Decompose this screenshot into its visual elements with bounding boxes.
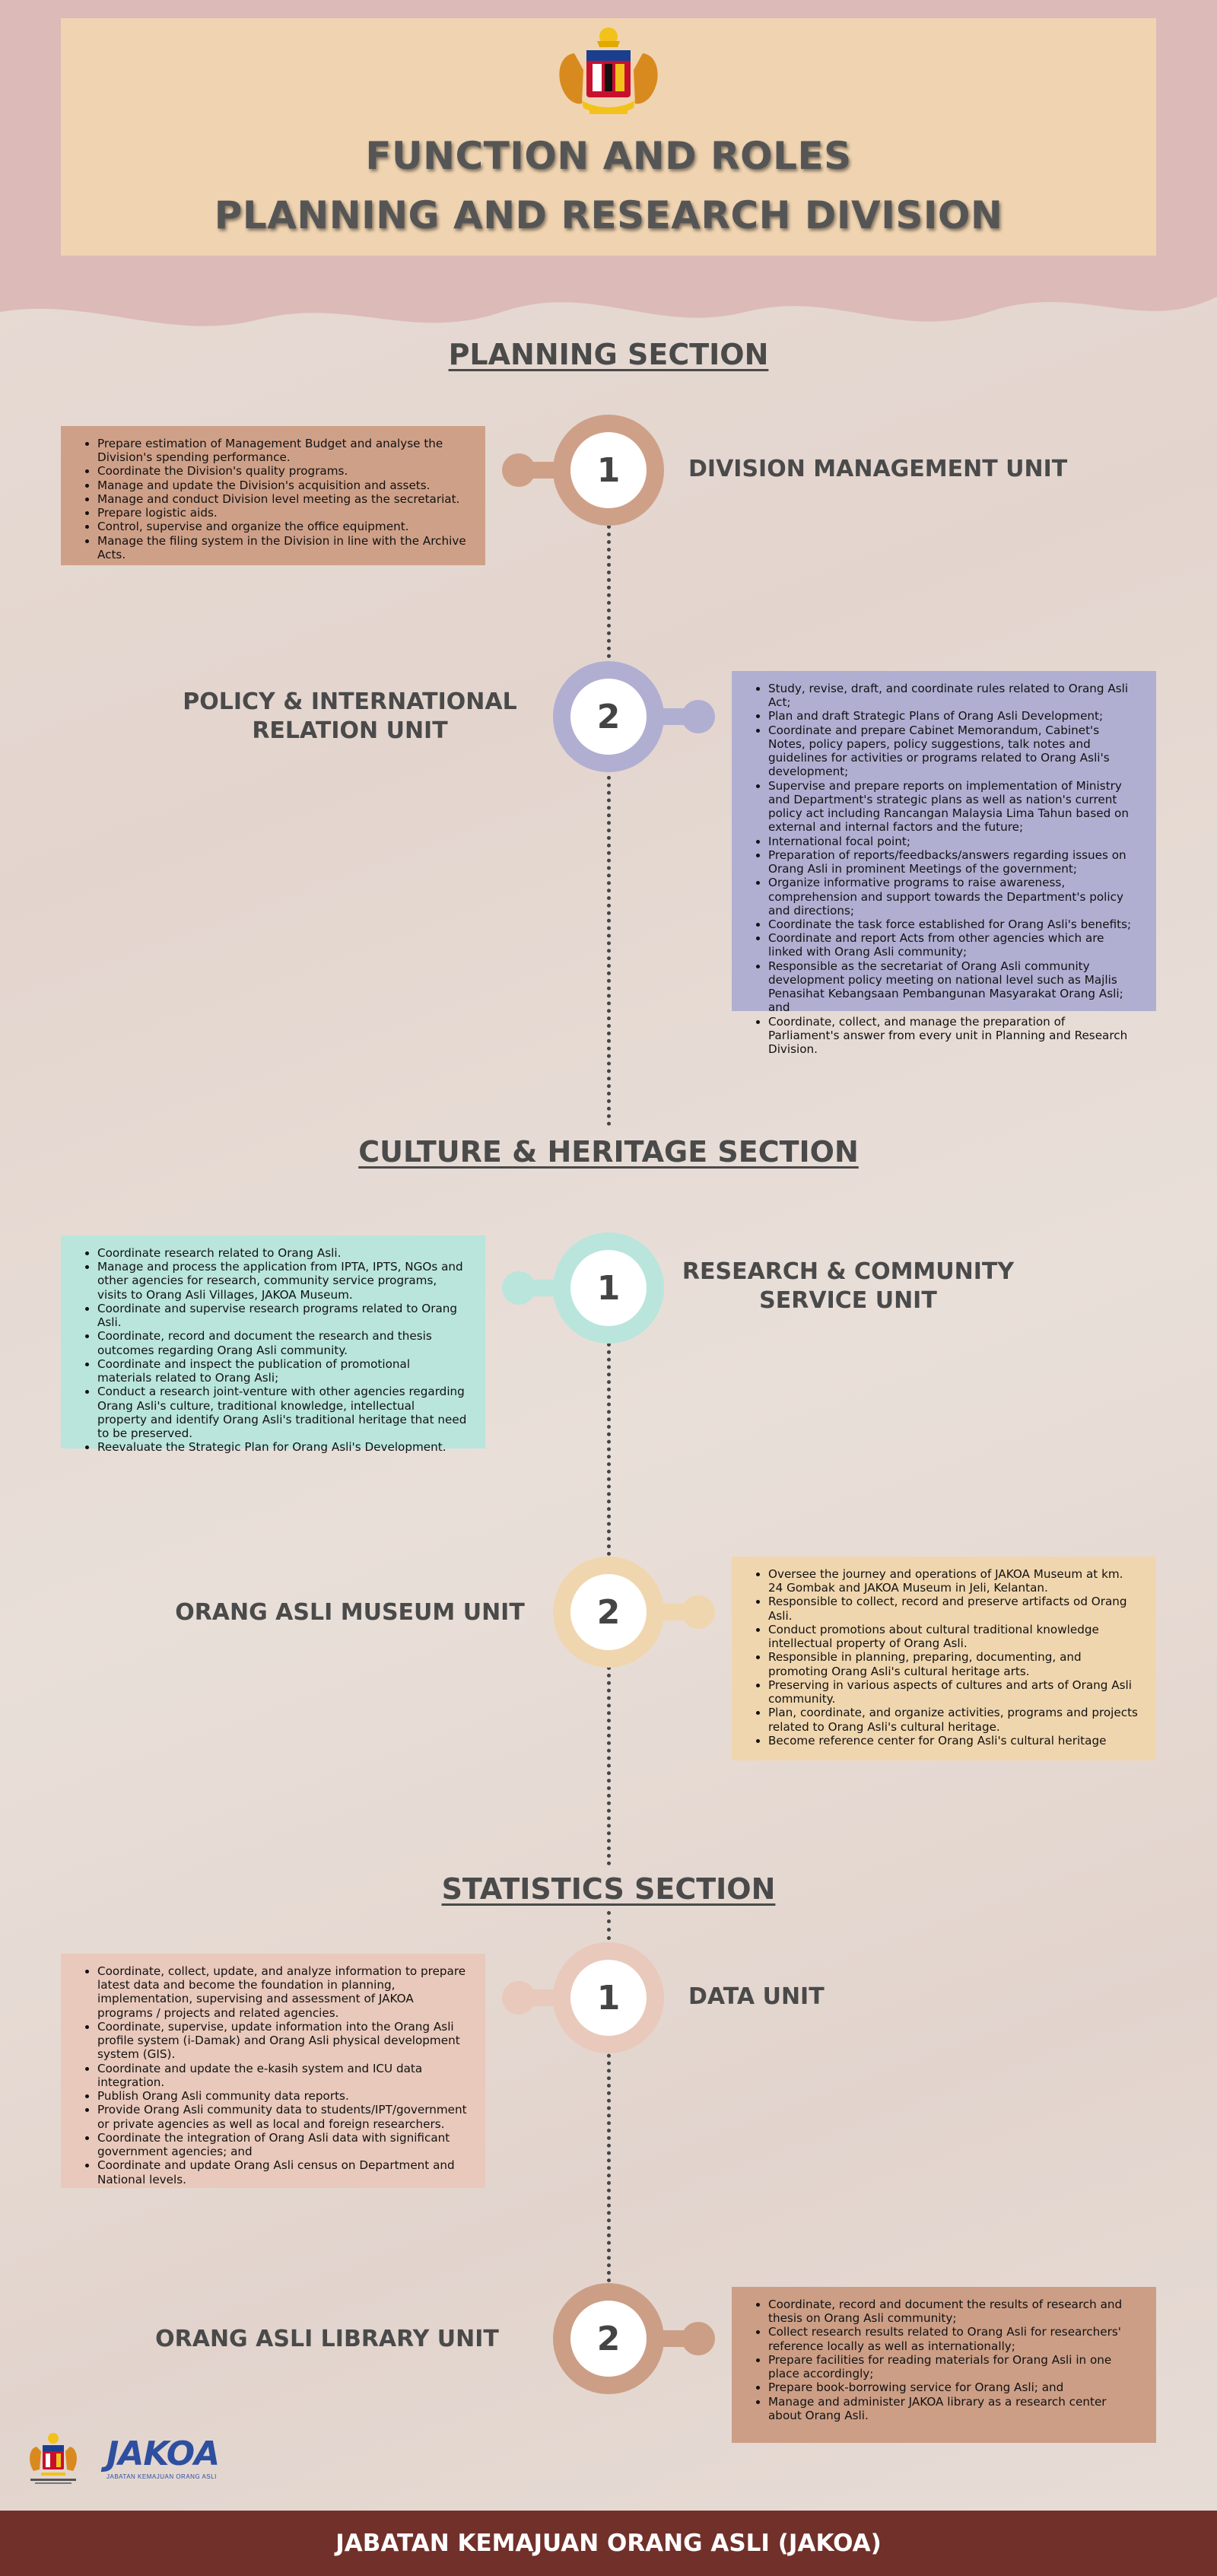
node-division-management <box>553 415 664 526</box>
node-policy-international <box>553 661 664 772</box>
list-item: • Preserving in various aspects of cultures and arts of Orang Asli community. <box>768 1678 1138 1706</box>
ministry-logo-icon <box>23 2431 84 2486</box>
list-item: • Reevaluate the Strategic Plan for Orang Asli's Development. <box>97 1440 467 1454</box>
unit-title-data: DATA UNIT <box>688 1983 825 2010</box>
unit-box-policy-international <box>732 671 1156 1057</box>
timeline-spine <box>607 525 611 666</box>
timeline-spine <box>607 1343 611 1563</box>
node-research-community <box>553 1232 664 1344</box>
footer-text: JABATAN KEMAJUAN ORANG ASLI (JAKOA) <box>335 2530 882 2557</box>
jakoa-logo <box>106 2434 236 2485</box>
timeline-spine <box>607 768 611 1126</box>
node-knob <box>682 1595 715 1629</box>
node-knob <box>682 700 715 733</box>
page-title-line1: FUNCTION AND ROLES <box>365 134 852 178</box>
unit-title-policy-international: POLICY & INTERNATIONAL RELATION UNIT <box>183 689 517 744</box>
list-item: • Responsible in planning, preparing, documenting, and promoting Orang Asli's cultural heritage arts. <box>768 1650 1138 1678</box>
node-number: 2 <box>570 2301 647 2377</box>
unit-title-library: ORANG ASLI LIBRARY UNIT <box>155 2326 499 2352</box>
node-number: 2 <box>570 679 647 755</box>
list-item: • Manage and update the Division's acquisition and assets. <box>97 479 467 492</box>
list-item: • Coordinate and update the e-kasih system and ICU data integration. <box>97 2062 467 2089</box>
list-item: • Supervise and prepare reports on implementation of Ministry and Department's strategic plans as well as nation's current policy act including Rancangan Malaysia Lima Tahun based on external and internal factors and the future; <box>768 779 1138 835</box>
footer-bar <box>0 2511 1217 2576</box>
node-number: 1 <box>570 1250 647 1326</box>
list-item: • Conduct a research joint-venture with other agencies regarding Orang Asli's culture, traditional knowledge, intellectual property and identify Orang Asli's traditional heritage that need to be preserved. <box>97 1385 467 1440</box>
list-item: • Coordinate, record and document the research and thesis outcomes regarding Orang Asli community. <box>97 1329 467 1356</box>
unit-box-data <box>61 1954 485 2188</box>
list-item: • Manage and process the application from IPTA, IPTS, NGOs and other agencies for research, community service programs, visits to Orang Asli Villages, JAKOA Museum. <box>97 1260 467 1302</box>
node-number: 2 <box>570 1574 647 1650</box>
jakoa-logo-text: JAKOA <box>106 2434 220 2473</box>
list-item: • Prepare logistic aids. <box>97 506 467 520</box>
node-number: 1 <box>570 432 647 508</box>
list-item: • Plan and draft Strategic Plans of Orang Asli Development; <box>768 709 1138 723</box>
timeline-spine <box>607 2039 611 2290</box>
list-item: • Coordinate and supervise research programs related to Orang Asli. <box>97 1302 467 1329</box>
list-item: • Oversee the journey and operations of JAKOA Museum at km. 24 Gombak and JAKOA Museum in Jeli, Kelantan. <box>768 1567 1138 1595</box>
list-item: • Prepare estimation of Management Budget and analyse the Division's spending performance. <box>97 437 467 464</box>
list-item: • Publish Orang Asli community data reports. <box>97 2089 467 2103</box>
unit-box-library <box>732 2287 1156 2443</box>
list-item: • Prepare facilities for reading materials for Orang Asli in one place accordingly; <box>768 2353 1138 2380</box>
node-knob <box>682 2322 715 2355</box>
timeline-spine <box>607 1666 611 1865</box>
unit-box-division-management <box>61 426 485 565</box>
list-item: • Provide Orang Asli community data to students/IPT/government or private agencies as well as local and foreign researchers. <box>97 2103 467 2130</box>
unit-box-museum <box>732 1557 1156 1760</box>
node-museum <box>553 1557 664 1668</box>
list-item: • Responsible as the secretariat of Orang Asli community development policy meeting on national level such as Majlis Penasihat Kebangsaan Pembangunan Masyarakat Orang Asli; and <box>768 959 1138 1015</box>
unit-box-research-community <box>61 1236 485 1455</box>
list-item: • Control, supervise and organize the office equipment. <box>97 520 467 533</box>
malaysia-coat-of-arms-icon <box>544 24 673 123</box>
list-item: • Collect research results related to Orang Asli for researchers' reference locally as well as internationally; <box>768 2325 1138 2352</box>
list-item: • Become reference center for Orang Asli's cultural heritage <box>768 1734 1138 1748</box>
list-item: • Conduct promotions about cultural traditional knowledge intellectual property of Orang Asli. <box>768 1623 1138 1650</box>
list-item: • Coordinate and inspect the publication of promotional materials related to Orang Asli; <box>97 1357 467 1385</box>
list-item: • Coordinate the Division's quality programs. <box>97 464 467 478</box>
node-library <box>553 2283 664 2394</box>
timeline-spine <box>607 1911 611 1940</box>
list-item: • Manage the filing system in the Division in line with the Archive Acts. <box>97 534 467 561</box>
unit-title-division-management: DIVISION MANAGEMENT UNIT <box>688 456 1068 482</box>
list-item: • Coordinate and update Orang Asli census on Department and National levels. <box>97 2158 467 2186</box>
page-title-line2: PLANNING AND RESEARCH DIVISION <box>214 193 1003 237</box>
list-item: • Manage and conduct Division level meeting as the secretariat. <box>97 492 467 506</box>
unit-title-research-community: RESEARCH & COMMUNITY SERVICE UNIT <box>682 1258 1015 1314</box>
list-item: • Coordinate, record and document the results of research and thesis on Orang Asli community; <box>768 2298 1138 2325</box>
list-item: • Coordinate the integration of Orang Asli data with significant government agencies; and <box>97 2131 467 2158</box>
section-title-planning: PLANNING SECTION <box>448 338 769 371</box>
section-title-culture-heritage: CULTURE & HERITAGE SECTION <box>358 1135 859 1169</box>
list-item: • Coordinate, collect, and manage the preparation of Parliament's answer from every unit in Planning and Research Division. <box>768 1015 1138 1057</box>
list-item: • Organize informative programs to raise awareness, comprehension and support towards the Department's policy and directions; <box>768 876 1138 918</box>
jakoa-logo-subtext: JABATAN KEMAJUAN ORANG ASLI <box>106 2473 217 2480</box>
list-item: • Coordinate, supervise, update information into the Orang Asli profile system (i-Damak) and Orang Asli physical development system (GIS). <box>97 2020 467 2062</box>
list-item: • International focal point; <box>768 835 1138 848</box>
list-item: • Prepare book-borrowing service for Orang Asli; and <box>768 2380 1138 2394</box>
list-item: • Plan, coordinate, and organize activities, programs and projects related to Orang Asli's cultural heritage. <box>768 1706 1138 1733</box>
section-title-statistics: STATISTICS SECTION <box>441 1872 776 1906</box>
list-item: • Coordinate research related to Orang Asli. <box>97 1246 467 1260</box>
list-item: • Responsible to collect, record and preserve artifacts od Orang Asli. <box>768 1595 1138 1622</box>
list-item: • Manage and administer JAKOA library as a research center about Orang Asli. <box>768 2395 1138 2422</box>
node-number: 1 <box>570 1960 647 2036</box>
list-item: • Coordinate, collect, update, and analyze information to prepare latest data and become the foundation in planning, implementation, supervising and assessment of JAKOA programs / projects and related agencies. <box>97 1964 467 2020</box>
list-item: • Coordinate and prepare Cabinet Memorandum, Cabinet's Notes, policy papers, policy suggestions, talk notes and guidelines for activities or programs related to Orang Asli's development; <box>768 724 1138 779</box>
unit-title-museum: ORANG ASLI MUSEUM UNIT <box>175 1599 525 1626</box>
node-data <box>553 1942 664 2053</box>
list-item: • Study, revise, draft, and coordinate rules related to Orang Asli Act; <box>768 682 1138 709</box>
list-item: • Preparation of reports/feedbacks/answers regarding issues on Orang Asli in prominent Meetings of the government; <box>768 848 1138 876</box>
list-item: • Coordinate and report Acts from other agencies which are linked with Orang Asli community; <box>768 931 1138 959</box>
list-item: • Coordinate the task force established for Orang Asli's benefits; <box>768 918 1138 931</box>
